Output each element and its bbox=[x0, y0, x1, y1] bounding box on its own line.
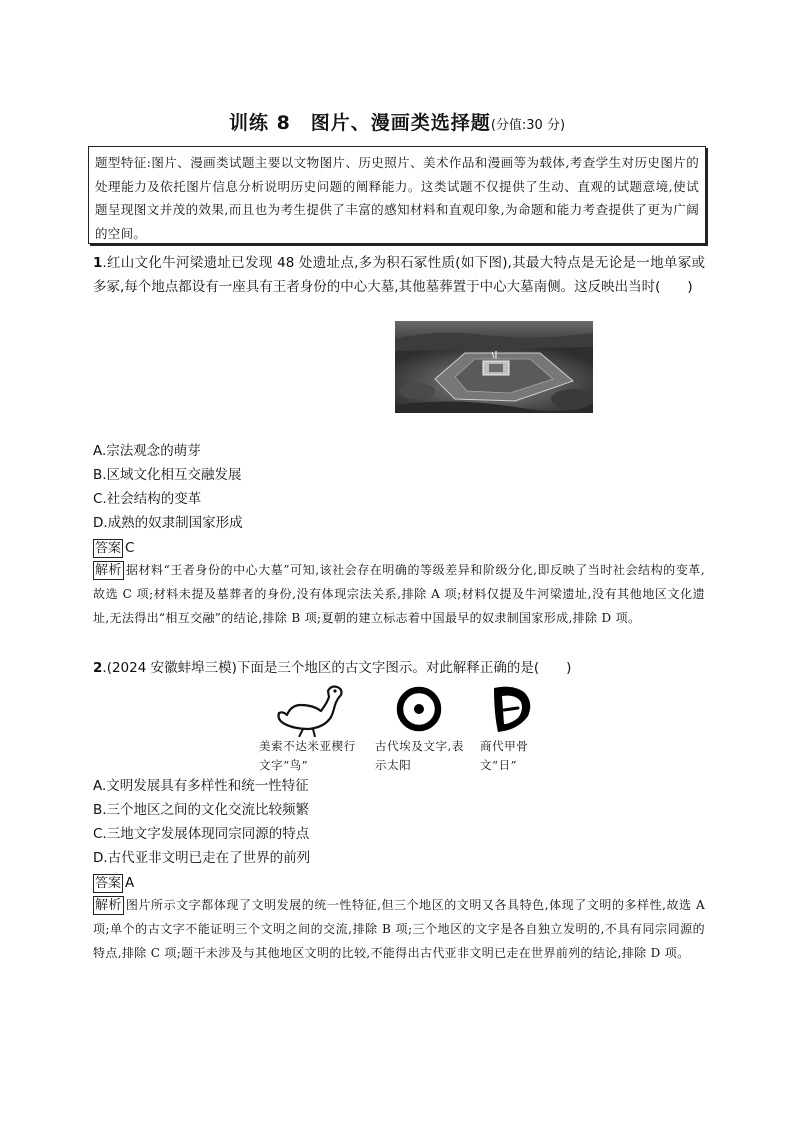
question-2-text: .(2024 安徽蚌埠三模)下面是三个地区的古文字图示。对此解释正确的是( ) bbox=[102, 660, 572, 676]
q1-answer bbox=[93, 538, 134, 558]
question-type-intro-box bbox=[88, 146, 706, 244]
question-2-stem bbox=[93, 656, 705, 680]
caption-egyptian: 古代埃及文字,表示太阳 bbox=[375, 739, 464, 772]
q1-option-b: B.区域文化相互交融发展 bbox=[93, 467, 242, 483]
answer-tag: 答案 bbox=[95, 876, 122, 891]
q1-explanation-text: 据材料“王者身份的中心大墓”可知,该社会存在明确的等级差异和阶级分化,即反映了当时社会结构的变革,故选 C 项;材料未提及墓葬者的身份,没有体现宗法关系,排除 A 项;材料仅提及牛河梁遗址,没有其他地区文化遗址,无法得出“相互交融”的结论,排除 B 项;夏朝的建立标志着中国最早的奴隶制国家形成,排除 D 项。 bbox=[93, 563, 705, 625]
question-2-number: 2 bbox=[93, 660, 103, 676]
explanation-tag: 解析 bbox=[95, 563, 122, 578]
question-1-stem bbox=[93, 251, 705, 299]
caption-shang: 商代甲骨文“日” bbox=[480, 739, 529, 772]
q1-answer-value: C bbox=[125, 540, 135, 556]
answer-tag: 答案 bbox=[95, 541, 122, 556]
q1-explanation bbox=[93, 558, 705, 630]
page-title bbox=[0, 108, 794, 135]
q2-explanation bbox=[93, 893, 705, 965]
cuneiform-bird-glyph-icon bbox=[273, 683, 353, 737]
question-1-text: .红山文化牛河梁遗址已发现 48 处遗址点,多为积石冢性质(如下图),其最大特点是无论是一地单冢或多冢,每个地点都设有一座具有王者身份的中心大墓,其他墓葬置于中心大墓南侧。这反映出当时( ) bbox=[93, 255, 705, 295]
q2-answer-value: A bbox=[125, 875, 135, 891]
question-1-number: 1 bbox=[93, 255, 103, 271]
caption-mesopotamian: 美索不达米亚楔行文字“鸟” bbox=[259, 739, 356, 772]
egyptian-sun-glyph-icon bbox=[395, 684, 443, 734]
archaeological-site-photo bbox=[395, 321, 593, 413]
q2-answer bbox=[93, 873, 134, 893]
intro-text: 题型特征:图片、漫画类试题主要以文物图片、历史照片、美术作品和漫画等为载体,考查学生对历史图片的处理能力及依托图片信息分析说明历史问题的阐释能力。这类试题不仅提供了生动、直观的试题意境,使试题呈现图文并茂的效果,而且也为考生提供了丰富的感知材料和直观印象,为命题和能力考查提供了更为广阔的空间。 bbox=[95, 155, 699, 241]
q1-option-d: D.成熟的奴隶制国家形成 bbox=[93, 515, 243, 531]
q2-option-a: A.文明发展具有多样性和统一性特征 bbox=[93, 778, 309, 794]
title-main: 训练 8 图片、漫画类选择题 bbox=[228, 112, 491, 134]
q2-option-d: D.古代亚非文明已走在了世界的前列 bbox=[93, 850, 311, 866]
explanation-tag: 解析 bbox=[95, 898, 122, 913]
title-score: (分值:30 分) bbox=[490, 118, 566, 133]
q2-explanation-text: 图片所示文字都体现了文明发展的统一性特征,但三个地区的文明又各具特色,体现了文明的多样性,故选 A 项;单个的古文字不能证明三个文明之间的交流,排除 B 项;三个地区的文字是各自独立发明的,不具有同宗同源的特点,排除 C 项;题干未涉及与其他地区文明的比较,不能得出古代亚非文明已走在世界前列的结论,排除 D 项。 bbox=[93, 898, 705, 960]
q2-option-c: C.三地文字发展体现同宗同源的特点 bbox=[93, 826, 310, 842]
q2-option-b: B.三个地区之间的文化交流比较频繁 bbox=[93, 802, 310, 818]
q1-option-c: C.社会结构的变革 bbox=[93, 491, 202, 507]
q1-option-a: A.宗法观念的萌芽 bbox=[93, 443, 201, 459]
oracle-bone-sun-glyph-icon bbox=[488, 684, 536, 736]
